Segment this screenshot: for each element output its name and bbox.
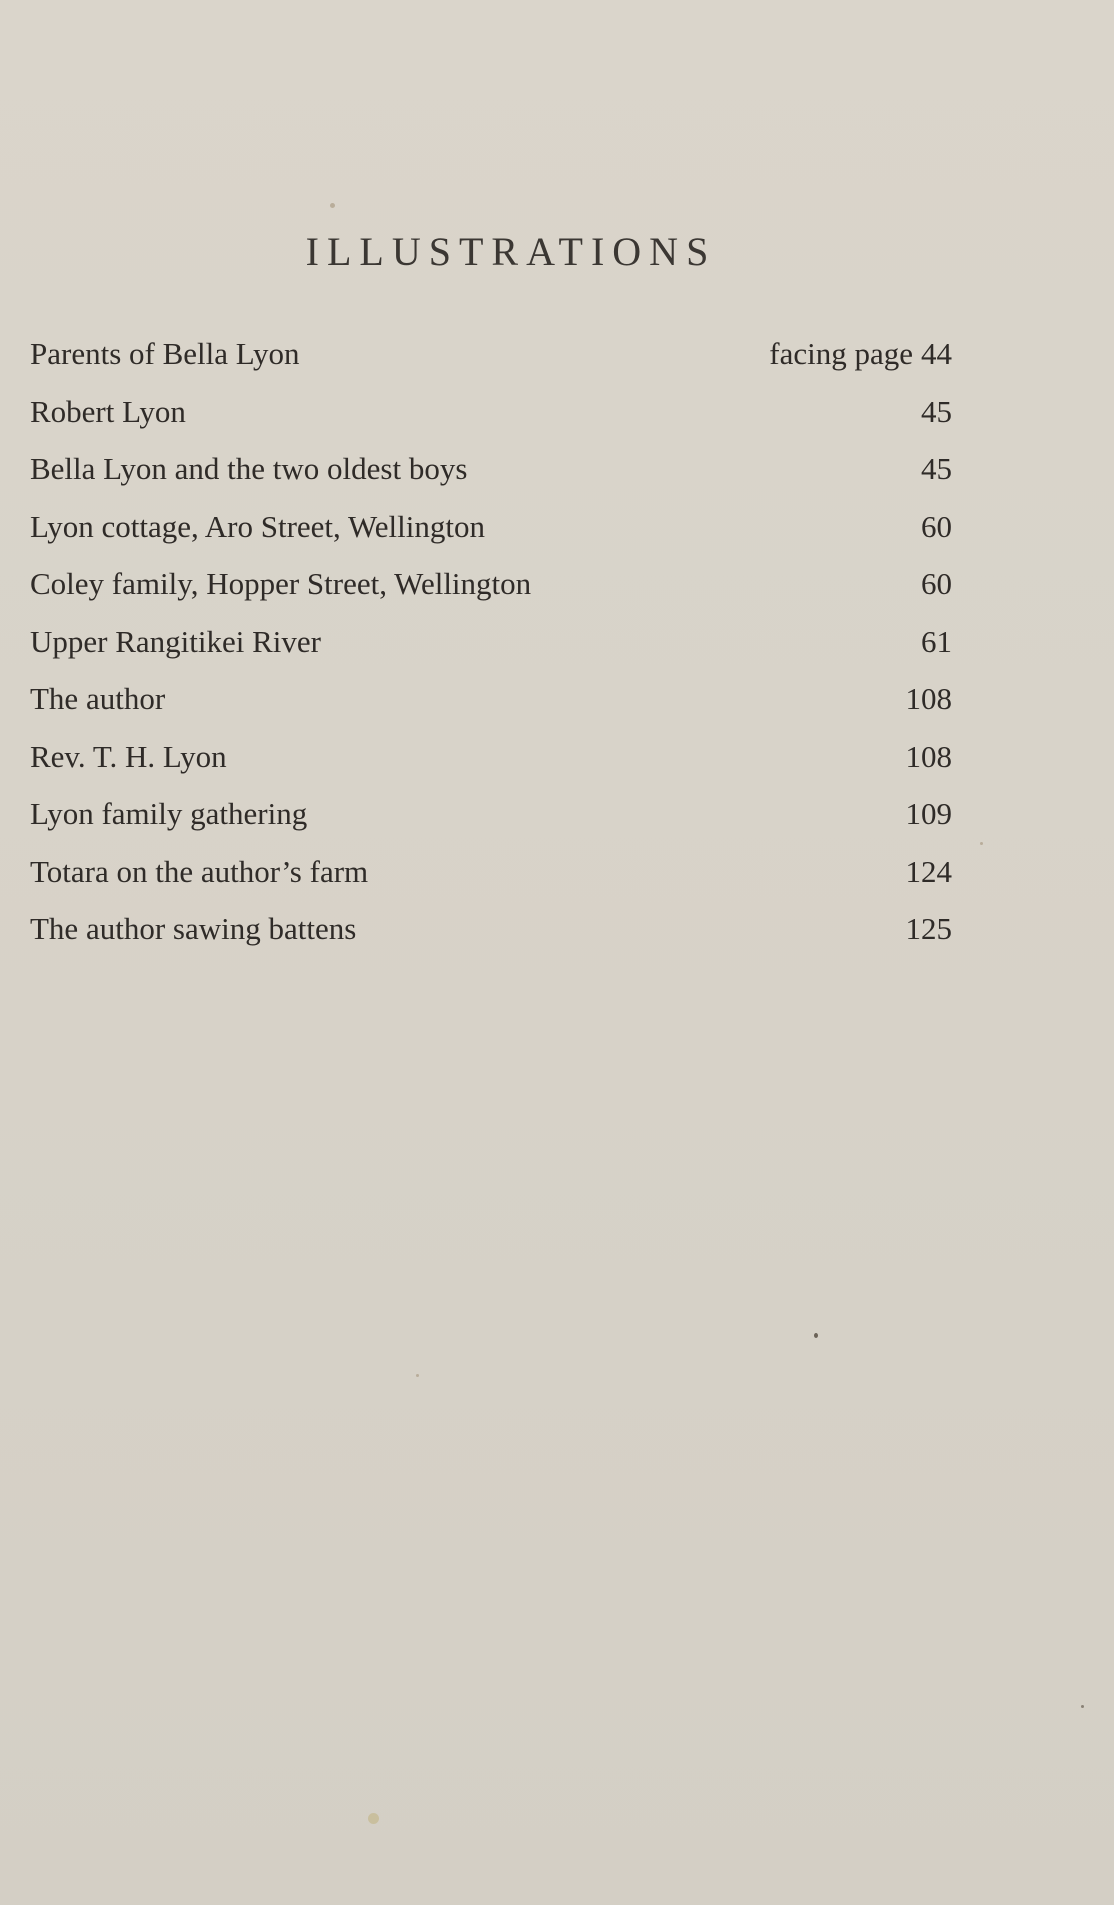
illustrations-list bbox=[30, 332, 952, 965]
illustration-title: Robert Lyon bbox=[30, 393, 186, 429]
illustration-title: The author bbox=[30, 681, 166, 716]
list-item bbox=[30, 620, 952, 678]
page-number: 45 bbox=[921, 451, 952, 486]
facing-page-label: facing page bbox=[769, 336, 913, 371]
list-item bbox=[30, 505, 952, 563]
page-reference bbox=[769, 332, 952, 376]
list-item bbox=[30, 850, 952, 908]
paper-speck bbox=[416, 1374, 419, 1377]
illustration-title: Rev. T. H. Lyon bbox=[30, 738, 227, 774]
paper-speck bbox=[1081, 1705, 1084, 1708]
page-number: 109 bbox=[905, 796, 952, 831]
paper-speck bbox=[368, 1813, 379, 1824]
page-number: 60 bbox=[921, 566, 952, 601]
list-item bbox=[30, 677, 952, 735]
list-item bbox=[30, 735, 952, 793]
page-number: 45 bbox=[921, 393, 952, 429]
page-number: 108 bbox=[905, 681, 952, 716]
illustration-title: Totara on the author’s farm bbox=[30, 853, 369, 889]
illustration-title: Parents of Bella Lyon bbox=[30, 336, 300, 371]
list-item bbox=[30, 907, 952, 965]
list-item bbox=[30, 390, 952, 448]
illustration-title: Lyon family gathering bbox=[30, 796, 308, 831]
paper-speck bbox=[330, 203, 335, 208]
illustration-title: The author sawing battens bbox=[30, 911, 357, 946]
page-number: 61 bbox=[921, 623, 952, 659]
illustration-title: Coley family, Hopper Street, Wellington bbox=[30, 566, 532, 601]
page-number: 108 bbox=[905, 738, 952, 774]
list-item bbox=[30, 447, 952, 505]
illustration-title: Lyon cottage, Aro Street, Wellington bbox=[30, 508, 485, 544]
list-item bbox=[30, 562, 952, 620]
page-number: 60 bbox=[921, 508, 952, 544]
page-number: 124 bbox=[905, 853, 952, 889]
page-number: 125 bbox=[905, 911, 952, 946]
illustration-title: Bella Lyon and the two oldest boys bbox=[30, 451, 468, 486]
illustration-title: Upper Rangitikei River bbox=[30, 623, 321, 659]
page-title: ILLUSTRATIONS bbox=[305, 229, 717, 274]
page-number: 44 bbox=[921, 336, 952, 371]
list-item bbox=[30, 332, 952, 390]
paper-speck bbox=[814, 1333, 818, 1338]
list-item bbox=[30, 792, 952, 850]
paper-speck bbox=[980, 842, 983, 845]
